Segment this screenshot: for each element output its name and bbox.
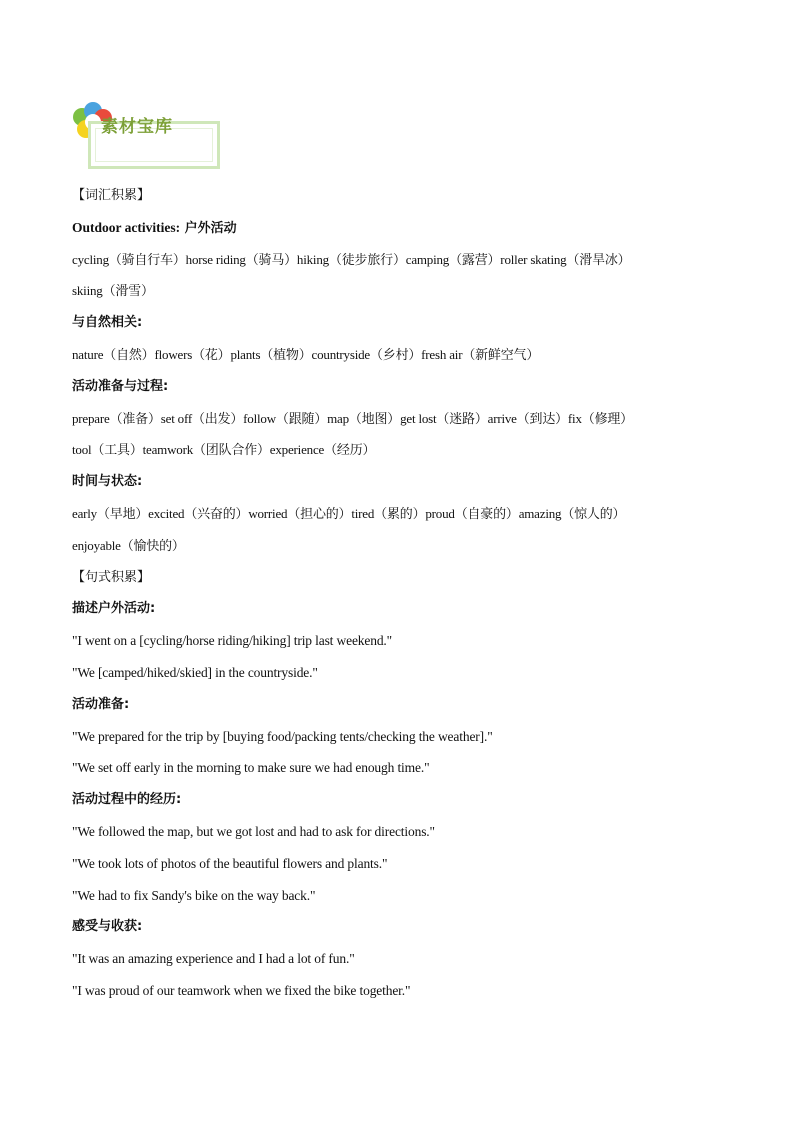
outdoor-heading [72, 215, 752, 247]
process-sentence-2: "We took lots of photos of the beautiful flowers and plants." [72, 855, 388, 871]
prep-sentence-2: "We set off early in the morning to make sure we had enough time." [72, 760, 430, 776]
prep-heading: 活动准备与过程: [72, 378, 169, 394]
describe-sentence-2: "We [camped/hiked/skied] in the countryside." [72, 664, 318, 680]
prep-sentence-1: "We prepared for the trip by [buying food/packing tents/checking the weather]." [72, 728, 493, 744]
process-heading: 活动过程中的经历: [72, 792, 182, 808]
time-vocab-line-2: enjoyable（愉快的） [72, 537, 185, 553]
outdoor-vocab-line-1: cycling（骑自行车）horse riding（骑马）hiking（徒步旅行）camping（露营）roller skating（滑旱冰） [72, 251, 631, 267]
badge-title: 素材宝库 [101, 117, 173, 137]
outdoor-heading-en: Outdoor activities: [72, 219, 181, 235]
time-heading: 时间与状态: [72, 474, 143, 490]
time-vocab-line-1: early（早地）excited（兴奋的）worried（担心的）tired（累的）proud（自豪的）amazing（惊人的） [72, 505, 626, 521]
feelings-heading: 感受与收获: [72, 919, 143, 935]
sentence-section-heading: 【句式积累】 [72, 569, 151, 585]
process-sentence-3: "We had to fix Sandy's bike on the way back." [72, 887, 316, 903]
nature-heading: 与自然相关: [72, 315, 143, 331]
prep-vocab-line-1: prepare（准备）set off（出发）follow（跟随）map（地图）get lost（迷路）arrive（到达）fix（修理） [72, 410, 633, 426]
outdoor-heading-zh: 户外活动 [184, 220, 237, 236]
describe-sentence-1: "I went on a [cycling/horse riding/hiking] trip last weekend." [72, 633, 393, 649]
describe-heading: 描述户外活动: [72, 601, 156, 617]
content [72, 183, 752, 1010]
activity-prep-heading: 活动准备: [72, 696, 130, 712]
outdoor-vocab-line-2: skiing（滑雪） [72, 283, 154, 299]
prep-vocab-line-2: tool（工具）teamwork（团队合作）experience（经历） [72, 442, 376, 458]
process-sentence-1: "We followed the map, but we got lost and had to ask for directions." [72, 823, 435, 839]
feelings-sentence-2: "I was proud of our teamwork when we fixed the bike together." [72, 982, 411, 998]
feelings-sentence-1: "It was an amazing experience and I had a lot of fun." [72, 951, 355, 967]
vocab-section-heading: 【词汇积累】 [72, 188, 151, 203]
section-badge [71, 101, 231, 173]
nature-vocab-line-1: nature（自然）flowers（花）plants（植物）countryside（乡村）fresh air（新鲜空气） [72, 346, 540, 362]
